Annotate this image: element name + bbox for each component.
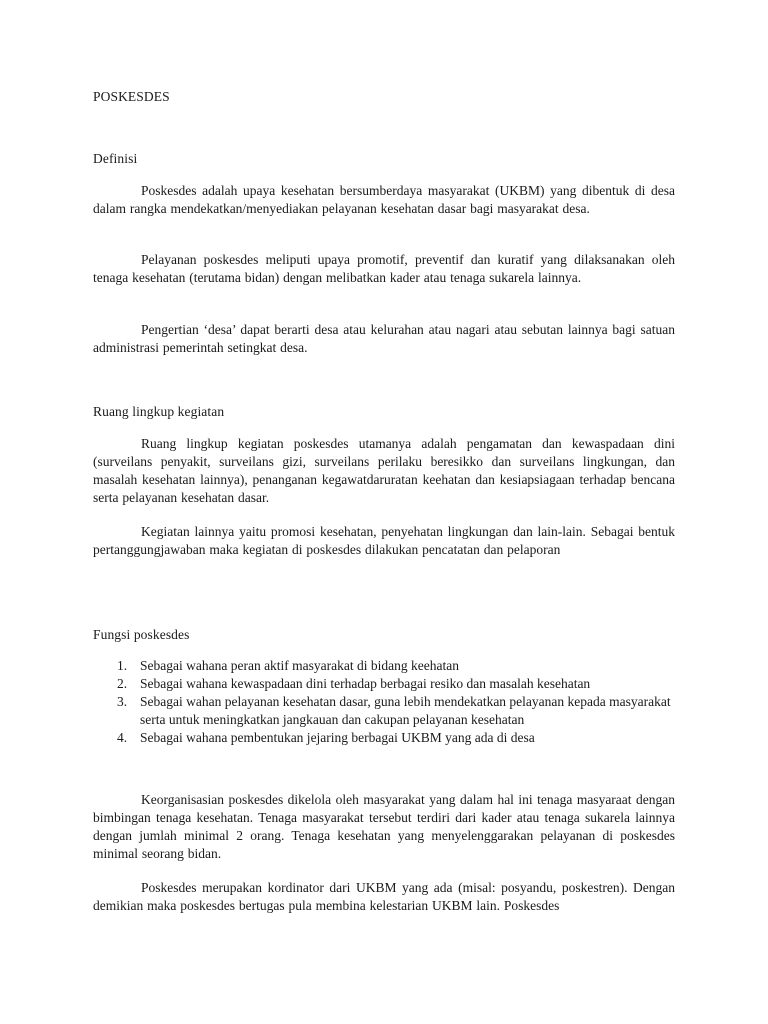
list-item (93, 675, 675, 693)
list-item (93, 693, 675, 729)
section-heading-fungsi: Fungsi poskesdes (93, 627, 190, 642)
paragraph-definisi-3: Pengertian ‘desa’ dapat berarti desa atau kelurahan atau nagari atau sebutan lainnya bagi satuan administrasi pemerintah setingkat desa. (93, 322, 675, 355)
list-item-text: Sebagai wahana peran aktif masyarakat di bidang keehatan (140, 658, 459, 673)
list-item-number: 1. (117, 658, 128, 673)
list-item-number: 4. (117, 730, 128, 745)
list-item-text: Sebagai wahan pelayanan kesehatan dasar, guna lebih mendekatkan pelayanan kepada masyarakat serta untuk meningkatkan jangkauan dan cakupan pelayanan kesehatan (140, 694, 671, 727)
paragraph-ruang-lingkup-1: Ruang lingkup kegiatan poskesdes utamanya adalah pengamatan dan kewaspadaan dini (surveilans penyakit, surveilans gizi, surveilans perilaku beresikko dan surveilans lingkungan, dan masalah kesehatan lainnya), penanganan kegawatdaruratan keehatan dan kesiapsiagaan terhadap bencana serta pelayanan kesehatan dasar. (93, 436, 675, 505)
fungsi-list (93, 657, 675, 747)
paragraph-definisi-2: Pelayanan poskesdes meliputi upaya promotif, preventif dan kuratif yang dilaksanakan oleh tenaga kesehatan (terutama bidan) dengan melibatkan kader atau tenaga sukarela lainnya. (93, 252, 675, 285)
paragraph-ruang-lingkup-2: Kegiatan lainnya yaitu promosi kesehatan, penyehatan lingkungan dan lain-lain. Sebagai bentuk pertanggungjawaban maka kegiatan di poskesdes dilakukan pencatatan dan pelaporan (93, 524, 675, 557)
list-item-number: 2. (117, 676, 128, 691)
list-item-number: 3. (117, 694, 128, 709)
list-item (93, 729, 675, 747)
section-heading-ruang-lingkup: Ruang lingkup kegiatan (93, 404, 225, 419)
list-item-text: Sebagai wahana kewaspadaan dini terhadap berbagai resiko dan masalah kesehatan (140, 676, 591, 691)
paragraph-organisasi-1: Keorganisasian poskesdes dikelola oleh masyarakat yang dalam hal ini tenaga masyaraat dengan bimbingan tenaga kesehatan. Tenaga masyarakat tersebut terdiri dari kader atau tenaga sukarela lainnya dengan jumlah minimal 2 orang. Tenaga kesehatan yang menyelenggarakan pelayanan di poskesdes minimal seorang bidan. (93, 792, 675, 861)
section-heading-definisi: Definisi (93, 151, 138, 166)
document-page (93, 0, 675, 1024)
document-title: POSKESDES (93, 89, 170, 104)
list-item (93, 657, 675, 675)
list-item-text: Sebagai wahana pembentukan jejaring berbagai UKBM yang ada di desa (140, 730, 535, 745)
paragraph-organisasi-2: Poskesdes merupakan kordinator dari UKBM yang ada (misal: posyandu, poskestren). Dengan demikian maka poskesdes bertugas pula membina kelestarian UKBM lain. Poskesdes (93, 880, 675, 913)
paragraph-definisi-1: Poskesdes adalah upaya kesehatan bersumberdaya masyarakat (UKBM) yang dibentuk di desa dalam rangka mendekatkan/menyediakan pelayanan kesehatan dasar bagi masyarakat desa. (93, 183, 675, 216)
